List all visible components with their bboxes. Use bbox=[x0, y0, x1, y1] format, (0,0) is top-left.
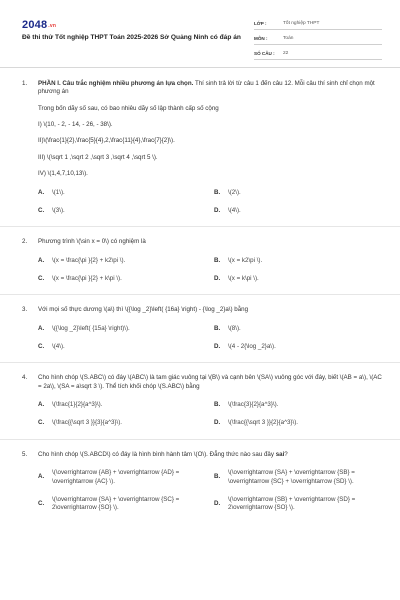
section-heading: PHẦN I. Câu trắc nghiệm nhiều phương án lựa chọn. bbox=[38, 80, 194, 87]
option-letter: C. bbox=[38, 274, 45, 282]
question-2 bbox=[0, 238, 400, 283]
option-text: \(\overrightarrow {SB} + \overrightarrow {SD} = 2\overrightarrow {SO} \). bbox=[228, 495, 356, 512]
option-c[interactable] bbox=[38, 207, 206, 215]
option-letter: B. bbox=[214, 324, 221, 332]
option-text: \(4\). bbox=[52, 343, 65, 351]
option-letter: C. bbox=[38, 419, 45, 427]
option-letter: B. bbox=[214, 256, 221, 264]
option-d[interactable] bbox=[214, 207, 382, 215]
option-text: \(x = k\pi \). bbox=[228, 274, 259, 282]
option-c[interactable] bbox=[38, 496, 206, 513]
question-number: 4. bbox=[22, 374, 28, 382]
option-a[interactable] bbox=[38, 325, 206, 333]
options bbox=[38, 257, 382, 284]
option-text: \(8\). bbox=[228, 324, 241, 332]
question-number: 2. bbox=[22, 238, 28, 246]
option-b[interactable] bbox=[214, 257, 382, 265]
option-b[interactable] bbox=[214, 469, 382, 486]
question-number: 1. bbox=[22, 80, 28, 87]
option-letter: D. bbox=[214, 206, 221, 214]
option-text: \(4 - 2{\log _2}a\). bbox=[228, 343, 276, 351]
meta-value: Tốt nghiệp THPT bbox=[283, 20, 320, 26]
option-text: \(2\). bbox=[228, 188, 241, 196]
question-divider bbox=[0, 294, 400, 295]
option-text: \(4\). bbox=[228, 206, 241, 214]
question-number: 3. bbox=[22, 306, 28, 314]
option-letter: D. bbox=[214, 419, 221, 427]
question-number: 5. bbox=[22, 450, 28, 458]
option-text: \(\frac{{\sqrt 3 }}{2}{a^3}\). bbox=[228, 419, 298, 427]
option-text: \(\overrightarrow {AB} + \overrightarrow {AD} = \overrightarrow {AC} \). bbox=[52, 469, 180, 485]
option-letter: B. bbox=[214, 473, 221, 481]
options bbox=[38, 401, 382, 428]
question-divider bbox=[0, 439, 400, 440]
header-divider bbox=[0, 67, 400, 68]
option-letter: A. bbox=[38, 473, 45, 481]
option-d[interactable] bbox=[214, 343, 382, 351]
question-divider bbox=[0, 362, 400, 363]
option-letter: A. bbox=[38, 324, 45, 332]
option-c[interactable] bbox=[38, 343, 206, 351]
sequence-item: I) \(10, - 2, - 14, - 26, - 38\). bbox=[38, 121, 113, 129]
question-5 bbox=[0, 451, 400, 513]
meta-label: LỚP : bbox=[254, 20, 267, 26]
question-list bbox=[0, 80, 400, 513]
option-letter: A. bbox=[38, 188, 45, 196]
site-logo[interactable]: $2048^{.vn}$ bbox=[22, 19, 57, 31]
option-text: \({\log _2}\left( {15a} \right)\). bbox=[52, 324, 130, 332]
option-b[interactable] bbox=[214, 325, 382, 333]
option-letter: C. bbox=[38, 343, 45, 351]
options bbox=[38, 189, 382, 216]
option-letter: B. bbox=[214, 401, 221, 409]
option-c[interactable] bbox=[38, 419, 206, 427]
option-c[interactable] bbox=[38, 275, 206, 283]
option-a[interactable] bbox=[38, 257, 206, 265]
meta-row-count bbox=[254, 45, 382, 60]
option-d[interactable] bbox=[214, 275, 382, 283]
option-d[interactable] bbox=[214, 496, 382, 513]
question-1 bbox=[0, 80, 400, 215]
option-text: \(x = k2\pi \). bbox=[228, 256, 263, 264]
option-letter: D. bbox=[214, 274, 221, 282]
options bbox=[38, 469, 382, 512]
question-text: Cho hình chóp \(S.ABC\) có đáy \(ABC\) là tam giác vuông tại \(B\) và cạnh bên \(SA\) vuông góc với đáy, biết \(AB = a\), \(AC = 2a\), \(SA = a\sqrt 3 \). Thể tích khối chóp \(S.ABC\) bằng bbox=[38, 374, 382, 390]
question-text: Trong bốn dãy số sau, có bao nhiêu dãy số lập thành cấp số cộng bbox=[38, 104, 219, 112]
header bbox=[0, 0, 400, 68]
section-instructions: Thí sinh trả lời từ câu 1 đến câu 12. Mỗi câu thí sinh chỉ chọn một phương án bbox=[38, 80, 375, 96]
question-text: Phương trình \(\sin x = 0\) có nghiệm là bbox=[38, 238, 146, 246]
option-letter: D. bbox=[214, 500, 221, 508]
options bbox=[38, 325, 382, 352]
option-b[interactable] bbox=[214, 189, 382, 197]
option-text: \(x = \frac{\pi }{2} + k2\pi \). bbox=[52, 256, 126, 264]
option-text: \(1\). bbox=[52, 188, 65, 196]
question-text: Với mọi số thực dương \(a\) thì \({\log _2}\left( {16a} \right) - {\log _2}a\) bằng bbox=[38, 306, 249, 314]
sequence-item: III) \(\sqrt 1 ,\sqrt 2 ,\sqrt 3 ,\sqrt 4 ,\sqrt 5 \). bbox=[38, 153, 158, 161]
option-d[interactable] bbox=[214, 419, 382, 427]
meta-label: MÔN : bbox=[254, 35, 268, 41]
option-text: \(\overrightarrow {SA} + \overrightarrow {SB} = \overrightarrow {SC} + \overrightarrow {SD} \). bbox=[228, 469, 355, 485]
option-text: \(\frac{3}{2}{a^3}\). bbox=[228, 401, 279, 409]
question-4 bbox=[0, 374, 400, 427]
option-text: \(3\). bbox=[52, 206, 65, 214]
meta-label: SỐ CÂU : bbox=[254, 50, 275, 56]
option-text: \(x = \frac{\pi }{2} + k\pi \). bbox=[52, 274, 122, 282]
option-a[interactable] bbox=[38, 189, 206, 197]
option-letter: B. bbox=[214, 188, 221, 196]
sequence-item: IV) \(1,4,7,10,13\). bbox=[38, 170, 88, 178]
question-text: Cho hình chóp \(S.ABCD\) có đáy là hình bình hành tâm \(O\). Đẳng thức nào sau đây sai? bbox=[38, 450, 288, 458]
option-letter: C. bbox=[38, 500, 45, 508]
option-text: \(\frac{{\sqrt 3 }}{3}{a^3}\). bbox=[52, 419, 122, 427]
question-intro bbox=[38, 80, 382, 97]
option-text: \(\overrightarrow {SA} + \overrightarrow {SC} = 2\overrightarrow {SO} \). bbox=[52, 495, 180, 512]
emphasis-word: sai bbox=[275, 450, 285, 458]
meta-value: Toán bbox=[283, 35, 294, 41]
meta-value: 22 bbox=[283, 50, 289, 56]
exam-title: Đề thi thử Tốt nghiệp THPT Toán 2025-2026 Sở Quảng Ninh có đáp án bbox=[22, 34, 241, 41]
option-a[interactable] bbox=[38, 401, 206, 409]
exam-meta bbox=[254, 15, 382, 60]
option-letter: C. bbox=[38, 206, 45, 214]
meta-row-class bbox=[254, 15, 382, 30]
option-letter: A. bbox=[38, 401, 45, 409]
question-divider bbox=[0, 226, 400, 227]
sequence-item: II)\(\frac{1}{2},\frac{5}{4},2,\frac{11}{4},\frac{7}{2}\). bbox=[38, 137, 175, 145]
meta-row-subject bbox=[254, 30, 382, 45]
option-a[interactable] bbox=[38, 469, 206, 486]
option-b[interactable] bbox=[214, 401, 382, 409]
option-text: \(\frac{1}{2}{a^3}\). bbox=[52, 401, 103, 409]
option-letter: A. bbox=[38, 256, 45, 264]
question-3 bbox=[0, 306, 400, 351]
option-letter: D. bbox=[214, 343, 221, 351]
